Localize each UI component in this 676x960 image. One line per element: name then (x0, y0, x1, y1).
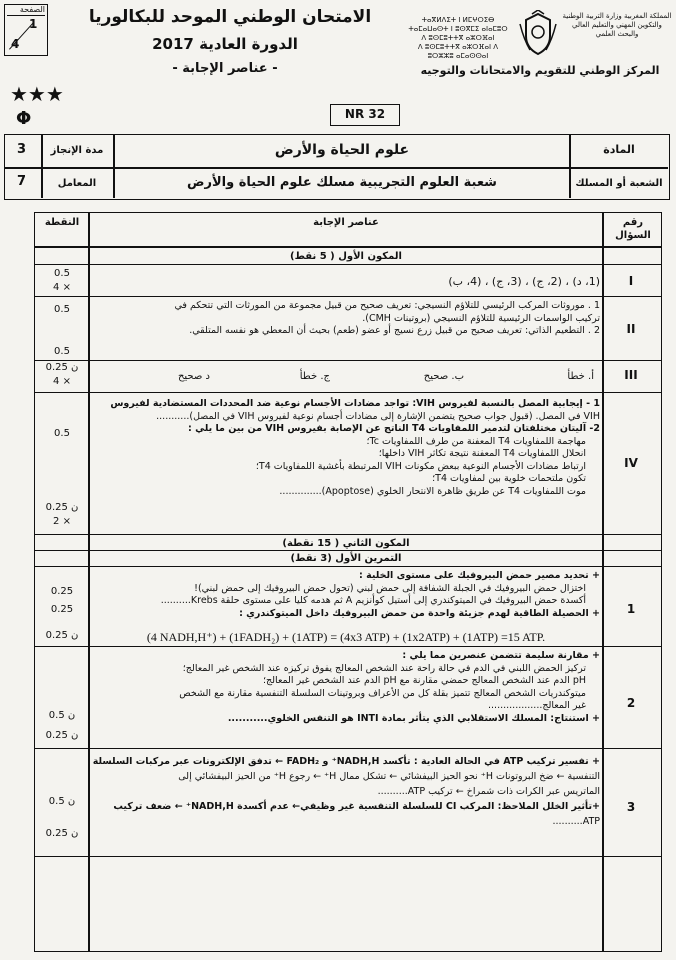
coat-of-arms-icon (516, 10, 560, 58)
difficulty-stars: ★★★ (10, 82, 64, 106)
duration-value: 3 (17, 142, 27, 157)
tifinagh-block (408, 16, 508, 61)
tifinagh-line-2: ⵜⴰⵎⴰⵡⴰⵙⵜ ⵏ ⵓⵙⴳⵎⵉ ⴰⵏⴰⵎⵓⵔ (408, 25, 508, 33)
part1-q3-d: د صحيح (177, 371, 210, 382)
part1-q4-score-c: 2 × (53, 516, 71, 527)
part2-q1-line-3: أكسدة حمض البيروفيك في الميتوكندري إلى أستيل كوأنزيم A ثم هدمه كليا على مستوى حلقة Krebs.......... (160, 595, 586, 606)
part2-q1-score-c: 0.25 ن (45, 630, 79, 641)
part2-q1-line-1: + تحديد مصير حمض البيروفيك على مستوى الخلية : (359, 570, 600, 581)
part2-q1-score-b: 0.25 (50, 604, 74, 615)
coef-value: 7 (17, 174, 27, 189)
part2-q3-line-2: التنفسية ← ضخ البروتونات H⁺ نحو الحيز البيفشائي ← تشكل ممال H⁺ ← رجوع H⁺ من الحيز البيفشائي إلى (178, 771, 600, 782)
duration-label: مدة الإنجاز (50, 145, 104, 156)
subject-label: المادة (603, 143, 635, 156)
part1-q3-a: أ. خطأ (567, 371, 594, 382)
part2-q3-number: 3 (626, 800, 636, 814)
part2-q2-line-4: ميتوكندريات الشخص المعالج تتميز بقلة كل من الأعراف وبروتينات السلسلة التنفسية مقارنة مع الشخص (179, 687, 586, 699)
part1-q3-number: III (624, 368, 638, 382)
branch-label: الشعبة أو المسلك (575, 178, 663, 189)
part1-q4-line-1: 1 - إيجابية المصل بالنسبة لفيروس VIH: تواجد مضادات الأجسام نوعية ضد المحددات المستضادية لفيروس (110, 398, 600, 409)
part1-q1-score-a: 0.5 (54, 268, 70, 279)
page-label: الصفحة (19, 5, 45, 14)
part2-q1-line-4: + الحصيلة الطاقية لهدم جزيئة واحدة من حمض البيروفيك داخل الميتوكندري : (239, 607, 600, 619)
exam-title: الامتحان الوطني الموحد للبكالوريا (88, 7, 372, 27)
part2-q1-equation: (4 NADH,H⁺) + (1FADH₂) + (1ATP) = (4x3 ATP) + (1x2ATP) + (1ATP) =15 ATP. (146, 630, 546, 644)
part1-q4-text (92, 398, 600, 498)
part2-q2-line-1: + مقارنة سليمة تتضمن عنصرين مما يلي : (402, 650, 600, 661)
part1-q4-line-6: ارتباط مضادات الأجسام النوعية ببعض مكونات VIH المرتبطة بأغشية اللمفاويات T4؛ (255, 460, 586, 472)
part1-q3-score-a: 0.25 ن (45, 362, 79, 373)
tifinagh-line-4: ⴷ ⵓⵙⵎⵓⵜⵜⴳ ⴰⵣⵔⴼⴰⵏ ⴷ ⵓⵔⵣⵣⵓ ⴰⵎⴰⵙⵙⴰⵏ (417, 43, 499, 60)
part2-q2-number: 2 (626, 696, 636, 710)
info-table (4, 134, 670, 200)
part1-q1-number: I (628, 274, 634, 288)
col-qnum-header: رقم السؤال (615, 217, 651, 241)
part2-q2-line-2: تركيز الحمض اللبني في الدم في حالة راحة عند الشخص المعالج يفوق تركيزه عند الشخص غير المعالج؛ (182, 662, 586, 674)
col-answer-header: عناصر الإجابة (313, 217, 379, 228)
part1-q2-line-2: تركيب الواسمات الرئيسية للتلاؤم النسيجي (بروتينات CMH). (362, 312, 600, 324)
part2-q2-line-3: pH الدم عند الشخص المعالج حمضي مقارنة مع pH الدم عند الشخص غير المعالج؛ (263, 675, 586, 686)
phi-symbol: Φ (16, 108, 32, 129)
tifinagh-line-1: ⵜⴰⴳⵍⴷⵉⵜ ⵏ ⵍⵎⵖⵔⵉⴱ (421, 16, 495, 24)
part2-q1-line-2: اختزال حمض البيروفيك في الجبلة الشفافة إلى حمض لبني (تحول حمض البيروفيك إلى حمض لبني)! (194, 582, 586, 594)
center-name: المركز الوطني للتقويم والامتحانات والتوجيه (420, 64, 660, 77)
part1-q2-line-1: 1 . موروثات المركب الرئيسي للتلاؤم النسيجي: تعريف صحيح من قبيل مجموعة من المورثات التي تتحكم في (174, 300, 600, 311)
part2-q3-line-3: الماتريس عبر الكرات ذات شمراخ ← تركيب ATP.......... (377, 786, 600, 797)
part1-q4-line-3: 2- آليتان مختلفتان لتدمير اللمفاويات T4 الناتج عن الإصابة بفيروس VIH من بين ما يلي : (188, 423, 600, 434)
ministry-name: المملكة المغربية وزارة التربية الوطنية والتكوين المهني والتعليم العالي والبحث العلمي (562, 12, 672, 38)
page-total: 4 (11, 37, 20, 51)
part2-q2-line-6: + استنتاج: المسلك الاستقلابي الذي يتأثر بمادة INTI هو التنفس الخلوي........... (227, 712, 600, 724)
part1-q4-line-4: مهاجمة اللمفاويات T4 المعفنة من طرف اللمفاويات Tc؛ (366, 435, 586, 447)
part2-q1-text (92, 570, 600, 620)
page-number-box (4, 4, 48, 56)
part1-q4-line-8: موت اللمفاويات T4 عن طريق ظاهرة الانتحار الخلوي (Apoptose).............. (279, 485, 586, 497)
part1-q1-score-b: 4 × (53, 282, 71, 293)
part1-q2-score-b: 0.5 (54, 346, 70, 357)
part1-q2-text (92, 300, 600, 338)
part2-q2-score-b: 0.25 ن (45, 730, 79, 741)
part2-q1-number: 1 (626, 602, 636, 616)
part1-title: المكون الأول ( 5 نقط) (290, 251, 402, 262)
coef-label: المعامل (57, 178, 97, 189)
part1-q4-line-7: تكون ملتحمات خلوية بين لمفاويات T4؛ (432, 473, 586, 484)
part2-q3-line-5: ATP.......... (552, 816, 600, 827)
page-current: 1 (29, 17, 38, 31)
part2-q3-score-a: 0.5 ن (48, 796, 76, 807)
part1-q4-line-2: VIH في المصل. (قبول جواب صحيح يتضمن الإشارة إلى مضادات أجسام نوعية لفيروس VIH في المصل)........... (156, 410, 600, 422)
part1-q4-line-5: انحلال اللمفاويات T4 المعفنة نتيجة تكاثر VIH داخلها؛ (378, 448, 586, 459)
part1-q2-number: II (626, 322, 636, 336)
branch-value: شعبة العلوم التجريبية مسلك علوم الحياة والأرض (187, 175, 497, 190)
col-score-header: النقطة (44, 217, 80, 228)
session: الدورة العادية 2017 (152, 35, 298, 53)
part2-q3-score-b: 0.25 ن (45, 828, 79, 839)
part2-q3-line-1: + تفسير تركيب ATP في الحالة العادية : تأكسد NADH,H⁺ و FADH₂ ← تدفق الإلكترونات عبر مركبات السلسلة (92, 756, 600, 767)
part2-q1-score-a: 0.25 (50, 586, 74, 597)
part2-q2-text (92, 650, 600, 725)
subject-value: علوم الحياة والأرض (274, 142, 410, 158)
part1-q4-score-b: 0.25 ن (45, 502, 79, 513)
tifinagh-line-3: ⴷ ⵓⵙⵎⵓⵜⵜⴳ ⴰⵣⵔⴼⴰⵏ (421, 34, 495, 42)
part2-q3-line-4: +تأثير الخلل الملاحظ: المركب CI للسلسلة التنفسية غير وظيفي← عدم أكسدة NADH,H⁺ ← ضعف تركيب (113, 801, 600, 812)
exam-code: NR 32 (330, 104, 400, 126)
part2-title: المكون الثاني ( 15 نقطة) (282, 538, 410, 549)
part2-q3-text (92, 754, 600, 829)
part2-q2-line-5: غير المعالج.................. (488, 700, 586, 711)
part1-q1-answer: (1، د) ، (2، ج) ، (3، ج) ، (4، ب) (448, 275, 600, 288)
exercise1-title: التمرين الأول (3 نقط) (290, 553, 402, 564)
answer-elements-heading: - عناصر الإجابة - (172, 61, 278, 76)
part1-q4-number: IV (624, 456, 638, 470)
part1-q3-score-b: 4 × (53, 376, 71, 387)
part1-q3-b: ب. صحيح (423, 371, 464, 382)
part1-q4-score-a: 0.5 (54, 428, 70, 439)
part2-q2-score-a: 0.5 ن (48, 710, 76, 721)
part1-q2-score-a: 0.5 (54, 304, 70, 315)
part1-q3-c: ج. خطأ (299, 371, 330, 382)
part1-q2-line-3: 2 . التطعيم الذاتي: تعريف صحيح من قبيل زرع نسيج أو عضو (طعم) بحيث أن المعطي هو نفسه المتلقي. (189, 325, 600, 336)
